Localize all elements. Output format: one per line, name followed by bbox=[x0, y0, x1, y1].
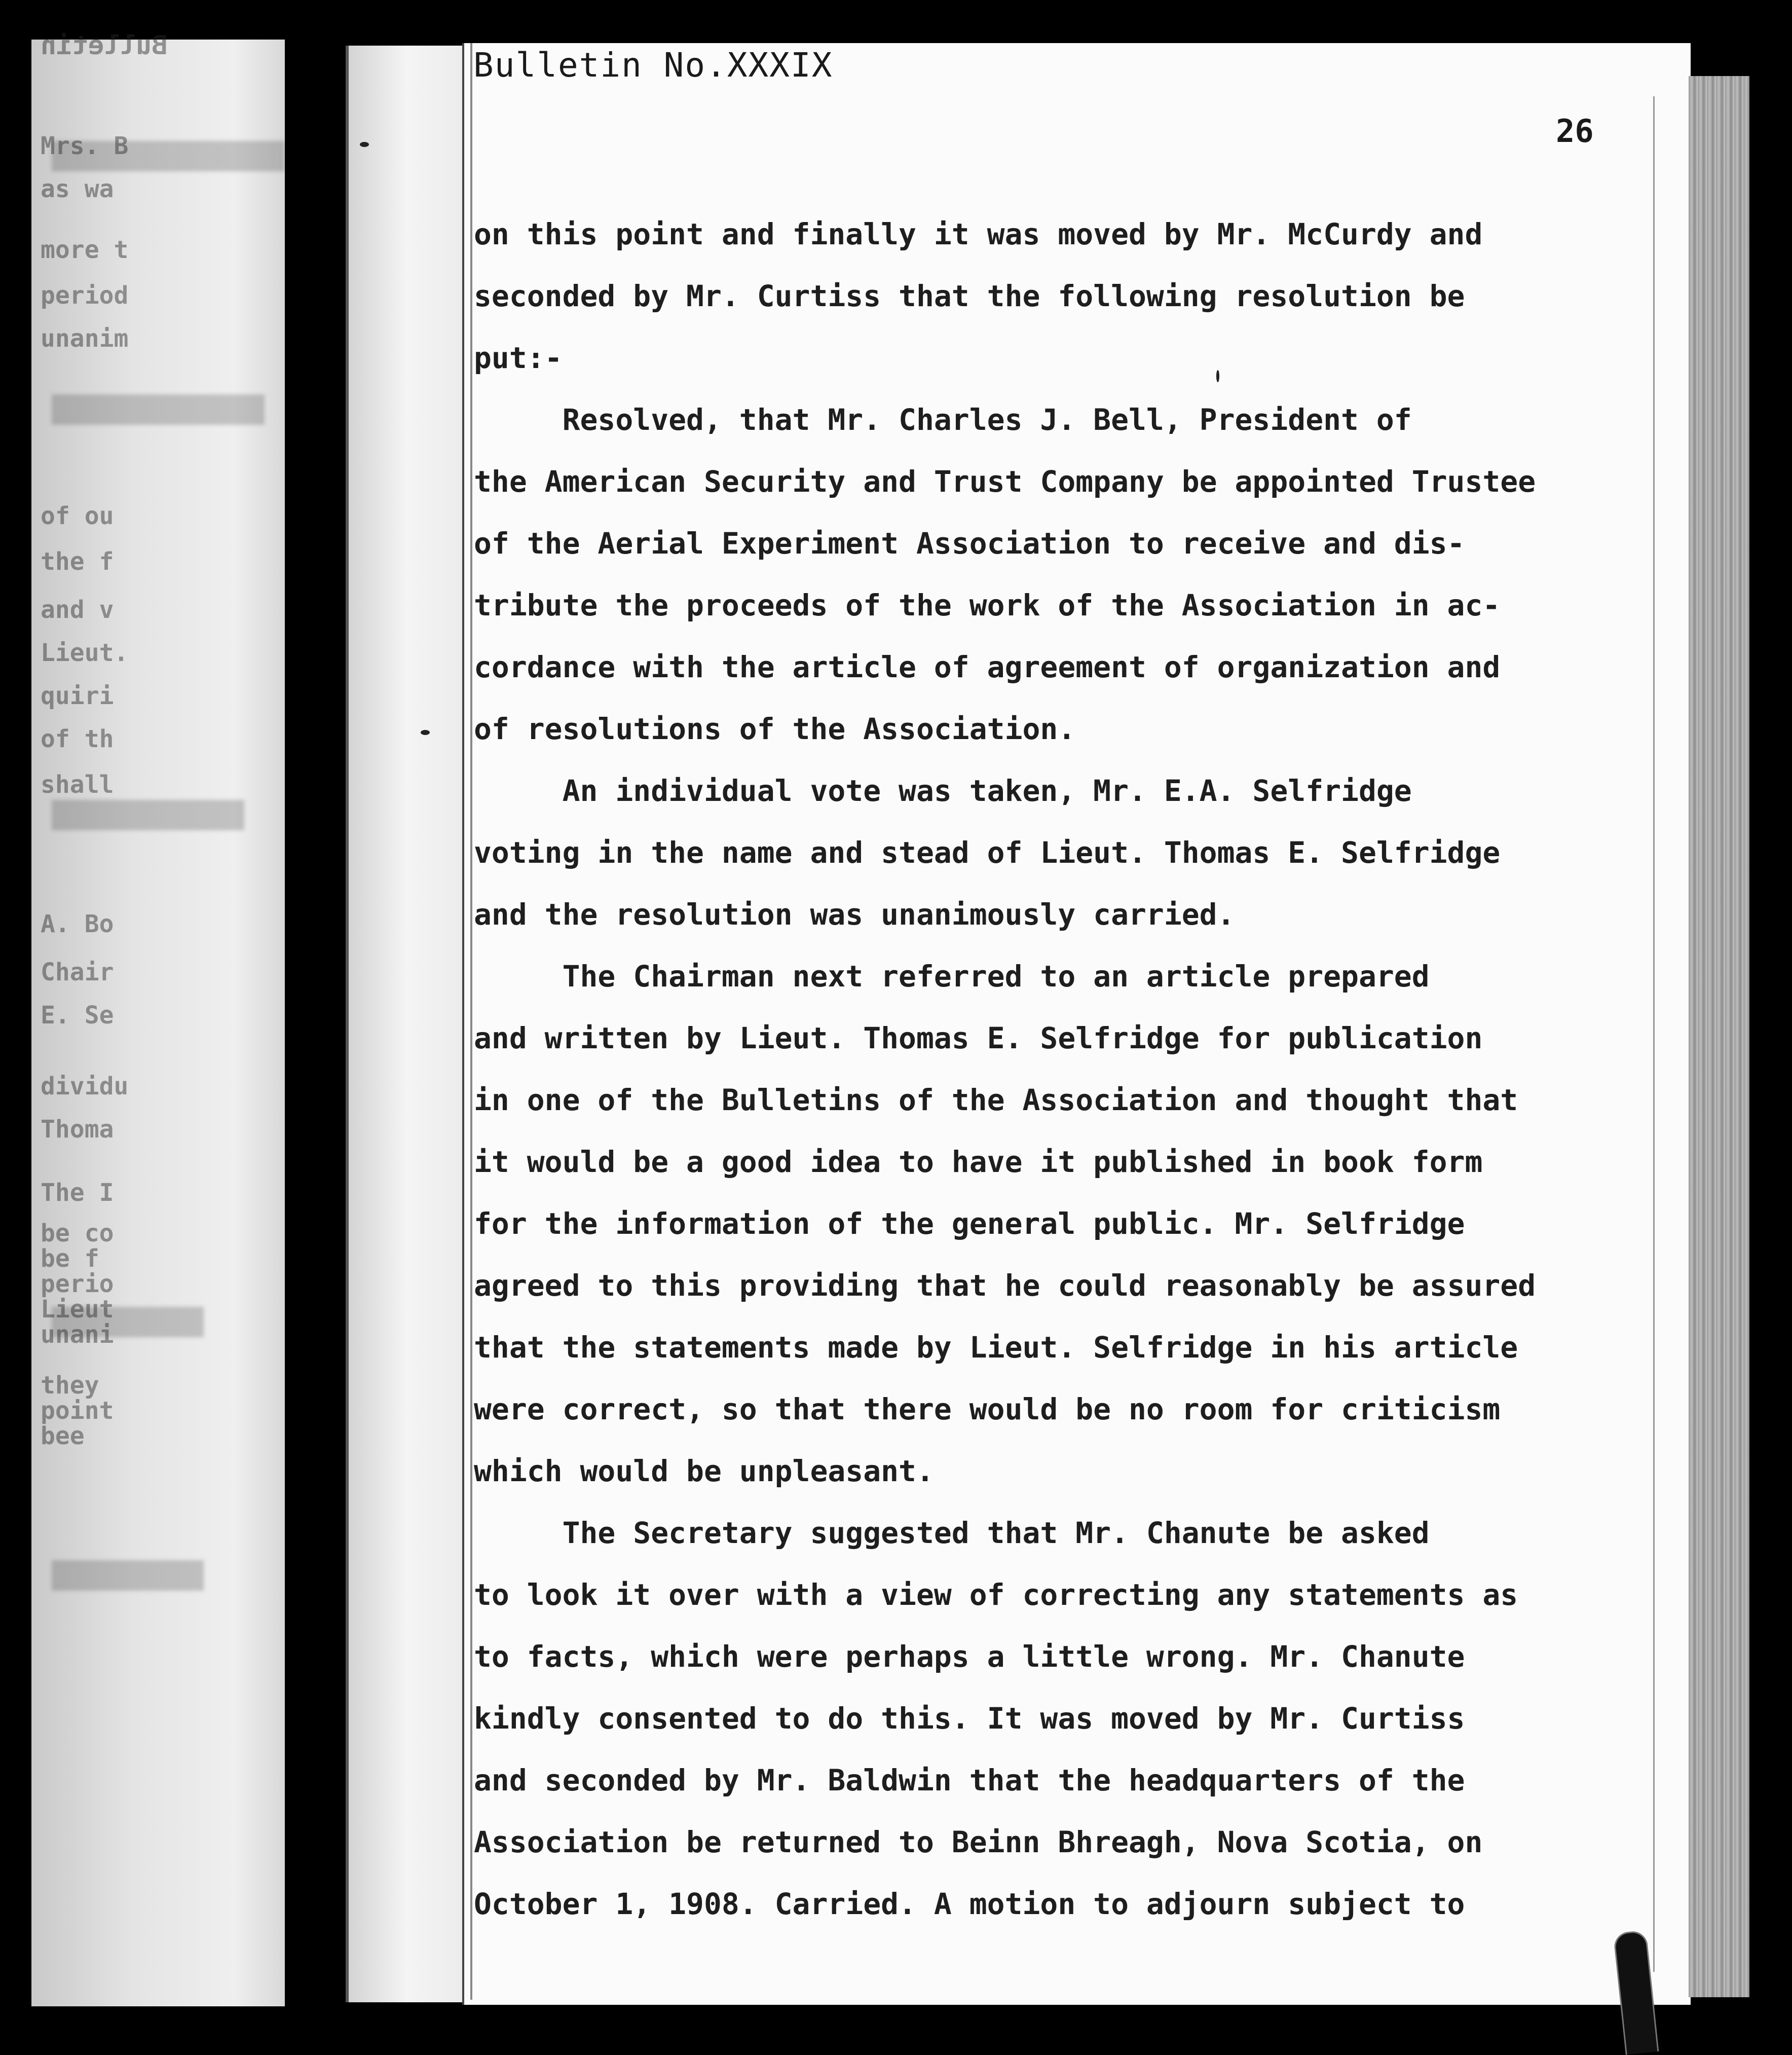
typed-line: kindly consented to do this. It was moved by Mr. Curtiss bbox=[474, 1701, 1465, 1736]
left-page-fragment: as wa bbox=[41, 175, 114, 203]
left-page-fragment: the f bbox=[41, 547, 114, 576]
left-page-fragment: The I bbox=[41, 1179, 114, 1207]
dust-speck bbox=[421, 730, 430, 735]
left-page-fragment: dividu bbox=[41, 1072, 129, 1100]
left-page-fragment: of ou bbox=[41, 502, 114, 530]
left-page-fragment: and v bbox=[41, 596, 114, 624]
left-page-fragment: they bbox=[41, 1371, 99, 1400]
right-margin-rule bbox=[1653, 96, 1655, 1972]
typed-line: tribute the proceeds of the work of the Association in ac- bbox=[474, 588, 1501, 622]
left-page-fragment: E. Se bbox=[41, 1001, 114, 1030]
left-page-fragment: A. Bo bbox=[41, 910, 114, 938]
typed-line: the American Security and Trust Company be appointed Trustee bbox=[474, 464, 1536, 499]
page-edges bbox=[1689, 76, 1749, 1997]
left-page-fragment: shall bbox=[41, 770, 114, 799]
left-page-fragment: bee bbox=[41, 1422, 85, 1450]
typed-line: agreed to this providing that he could reasonably be assured bbox=[474, 1268, 1536, 1303]
dust-speck bbox=[1216, 370, 1219, 382]
book-spine-gutter bbox=[285, 35, 346, 2012]
typed-line: to facts, which were perhaps a little wrong. Mr. Chanute bbox=[474, 1639, 1465, 1674]
typed-line: The Chairman next referred to an article prepared bbox=[474, 959, 1430, 994]
typed-line: and seconded by Mr. Baldwin that the headquarters of the bbox=[474, 1763, 1465, 1797]
typed-line: put:- bbox=[474, 341, 563, 375]
typed-line: October 1, 1908. Carried. A motion to adjourn subject to bbox=[474, 1887, 1465, 1921]
typed-line: cordance with the article of agreement of organization and bbox=[474, 650, 1501, 684]
dust-speck bbox=[360, 142, 369, 147]
typed-line: that the statements made by Lieut. Selfridge in his article bbox=[474, 1330, 1518, 1365]
typed-line: The Secretary suggested that Mr. Chanute be asked bbox=[474, 1516, 1430, 1550]
typed-line: for the information of the general public. Mr. Selfridge bbox=[474, 1206, 1465, 1241]
left-margin-rule bbox=[470, 43, 472, 2000]
typed-line: on this point and finally it was moved by Mr. McCurdy and bbox=[474, 217, 1483, 251]
typed-line: were correct, so that there would be no room for criticism bbox=[474, 1392, 1501, 1426]
typed-line: and written by Lieut. Thomas E. Selfridge for publication bbox=[474, 1021, 1483, 1055]
typed-line: of the Aerial Experiment Association to receive and dis- bbox=[474, 526, 1465, 561]
bulletin-header: Bulletin No.XXXIX bbox=[473, 46, 833, 85]
page-fold bbox=[346, 46, 465, 2002]
left-page-fragment: Lieut bbox=[41, 1295, 114, 1324]
left-page-fragment: Chair bbox=[41, 958, 114, 986]
left-page-fragment: more t bbox=[41, 236, 129, 264]
typed-line: voting in the name and stead of Lieut. Thomas E. Selfridge bbox=[474, 835, 1501, 870]
left-page-fragment: of th bbox=[41, 725, 114, 753]
typed-line: An individual vote was taken, Mr. E.A. Selfridge bbox=[474, 774, 1412, 808]
typed-line: it would be a good idea to have it published in book form bbox=[474, 1145, 1483, 1179]
left-page-fragment: period bbox=[41, 281, 129, 310]
left-page-fragment: perio bbox=[41, 1270, 114, 1298]
typed-line: Association be returned to Beinn Bhreagh, Nova Scotia, on bbox=[474, 1825, 1483, 1859]
page-number: 26 bbox=[1556, 113, 1594, 150]
left-page-fragment: quiri bbox=[41, 682, 114, 710]
typed-line: of resolutions of the Association. bbox=[474, 712, 1076, 746]
left-page-fragment: unani bbox=[41, 1320, 114, 1349]
typed-line: to look it over with a view of correcting any statements as bbox=[474, 1577, 1518, 1612]
typed-line: in one of the Bulletins of the Association and thought that bbox=[474, 1083, 1518, 1117]
typed-line: seconded by Mr. Curtiss that the following resolution be bbox=[474, 279, 1465, 313]
left-page-fragment: be f bbox=[41, 1244, 99, 1273]
typed-line: which would be unpleasant. bbox=[474, 1454, 934, 1488]
left-page-fragment: Bulletin bbox=[41, 30, 168, 61]
typed-line: Resolved, that Mr. Charles J. Bell, President of bbox=[474, 402, 1412, 437]
left-page-fragment: Thoma bbox=[41, 1115, 114, 1144]
left-page-fragment: be co bbox=[41, 1219, 114, 1247]
left-page-fragment: Mrs. B bbox=[41, 132, 129, 160]
left-page-fragment: Lieut. bbox=[41, 639, 129, 667]
left-page-fragment: unanim bbox=[41, 324, 129, 353]
left-page-fragment: point bbox=[41, 1397, 114, 1425]
typed-line: and the resolution was unanimously carried. bbox=[474, 897, 1235, 932]
